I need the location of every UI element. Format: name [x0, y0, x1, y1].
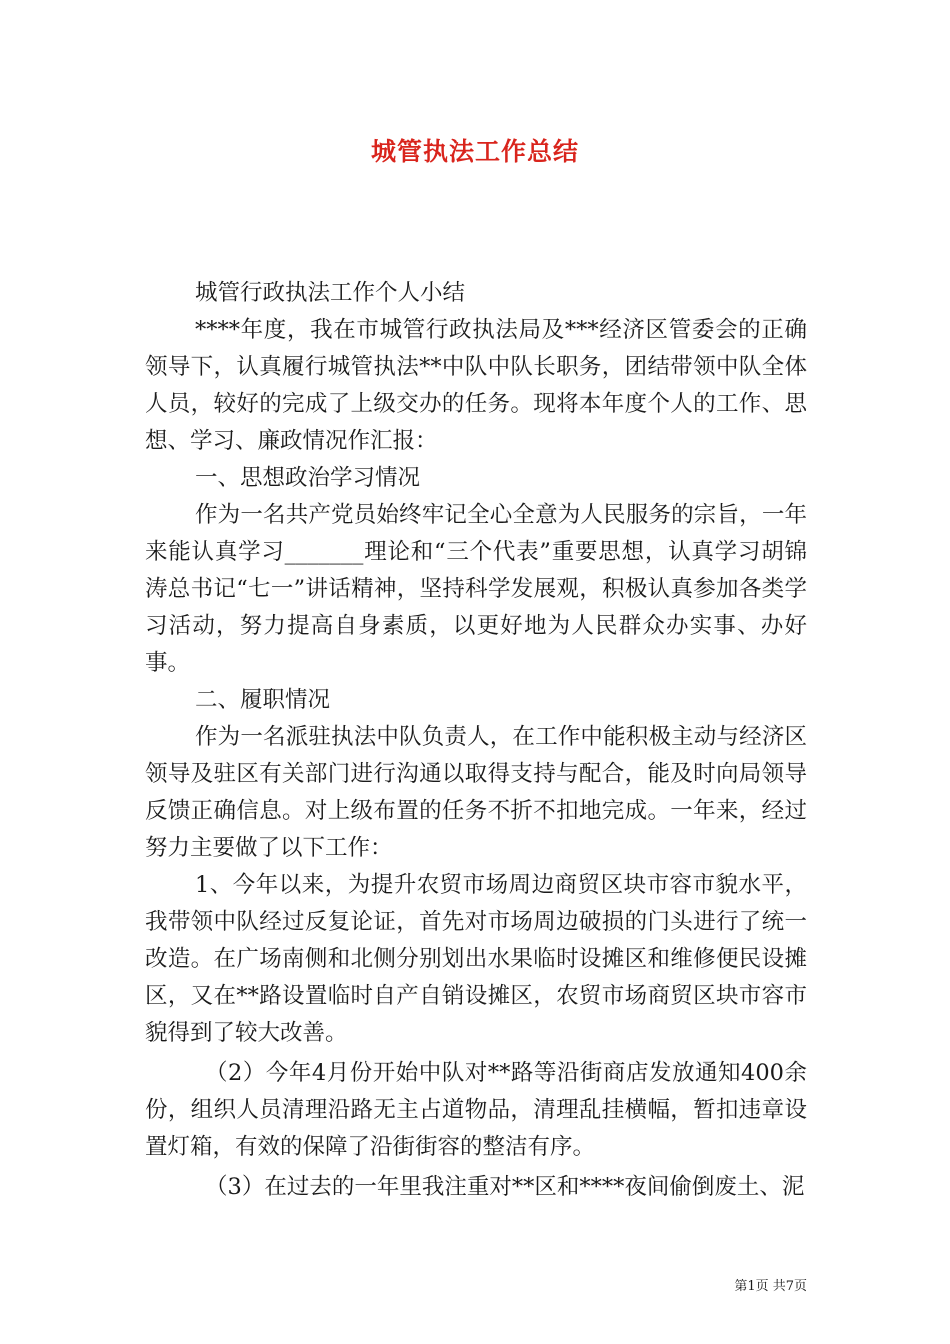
section-heading-1: 一、思想政治学习情况 [195, 465, 421, 491]
document-title: 城管执法工作总结 [370, 137, 579, 166]
section-2-paragraph: 作为一名派驻执法中队负责人，在工作中能积极主动与经济区领导及驻区有关部门进行沟通以取得支持与配合，能及时向局领导反馈正确信息。对上级布置的任务不折不扣地完成。一年来，经过努力主要做了以下工作： [145, 724, 807, 861]
subtitle-paragraph: 城管行政执法工作个人小结 [195, 280, 466, 306]
section-1-paragraph: 作为一名共产党员始终牢记全心全意为人民服务的宗旨，一年来能认真学习_______理论和“三个代表”重要思想，认真学习胡锦涛总书记“七一”讲话精神，坚持科学发展观，积极认真参加各类学习活动，努力提高自身素质，以更好地为人民群众办实事、办好事。 [145, 502, 807, 676]
section-heading-2: 二、履职情况 [195, 687, 331, 713]
item-2-paragraph: （2）今年4月份开始中队对**路等沿街商店发放通知400余份，组织人员清理沿路无主占道物品，清理乱挂横幅，暂扣违章设置灯箱，有效的保障了沿街街容的整洁有序。 [145, 1060, 807, 1160]
page-number: 第1页 共7页 [734, 1279, 807, 1294]
item-3-paragraph: （3）在过去的一年里我注重对**区和****夜间偷倒废土、泥 [205, 1174, 805, 1200]
document-body [145, 275, 807, 1206]
item-1-paragraph: 1、今年以来，为提升农贸市场周边商贸区块市容市貌水平，我带领中队经过反复论证，首先对市场周边破损的门头进行了统一改造。在广场南侧和北侧分别划出水果临时设摊区和维修便民设摊区，又在**路设置临时自产自销设摊区，农贸市场商贸区块市容市貌得到了较大改善。 [145, 872, 807, 1046]
intro-paragraph: ****年度，我在市城管行政执法局及***经济区管委会的正确领导下，认真履行城管执法**中队中队长职务，团结带领中队全体人员，较好的完成了上级交办的任务。现将本年度个人的工作、思想、学习、廉政情况作汇报： [145, 317, 807, 454]
